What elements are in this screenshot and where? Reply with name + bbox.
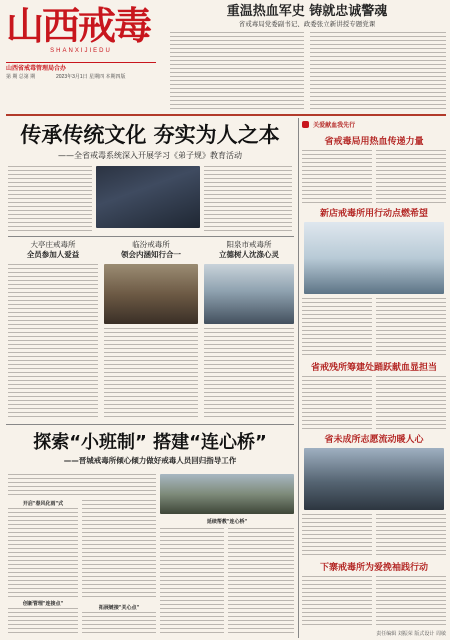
section2-place: 临汾戒毒所 <box>132 240 170 249</box>
quote3: 拓展链接"关心点" <box>98 605 140 611</box>
middle-col4 <box>228 528 294 636</box>
right-text2b <box>376 298 446 358</box>
divider <box>6 114 446 116</box>
middle-col2 <box>82 500 156 600</box>
right-text3b <box>376 376 446 430</box>
workshop-photo <box>104 264 198 324</box>
quote2: 创新管理"连接点" <box>22 601 64 607</box>
top-story-text-left <box>170 32 304 112</box>
feature-subtitle: ——全省戒毒系统深入开展学习《弟子规》教育活动 <box>58 151 242 160</box>
middle-intro <box>8 474 156 496</box>
middle-col3 <box>160 528 224 636</box>
right-head1: 省戒毒局用热血传递力量 <box>324 137 424 147</box>
office-photo <box>204 264 294 324</box>
right-text4b <box>376 514 446 558</box>
section3-text <box>204 328 294 418</box>
right-head5: 下寨戒毒所为爱挽袖践行动 <box>319 563 428 573</box>
publisher-line: 山西省戒毒管理局合办 <box>6 66 67 72</box>
top-story-subtitle: 省戒毒局党委副书记、政委张立新讲授专题党课 <box>238 20 376 28</box>
right-head2: 新店戒毒所用行动点燃希望 <box>319 209 428 219</box>
right-banner-text: 关爱献血我先行 <box>313 122 356 129</box>
section2-text <box>104 328 198 418</box>
right-head4: 省未成所志愿流动暖人心 <box>324 435 424 445</box>
section1-head <box>8 240 98 260</box>
middle-col1 <box>8 508 78 598</box>
section2-head <box>104 240 198 260</box>
middle-col1b <box>8 608 78 636</box>
top-story-text-right <box>310 32 446 112</box>
right-text5 <box>302 576 372 626</box>
section3-topic: 立德树人沈涤心灵 <box>219 250 279 259</box>
middle-subtitle: ——晋城戒毒所倾心倾力做好戒毒人员回归指导工作 <box>63 456 237 465</box>
section3-place: 阳泉市戒毒所 <box>226 240 272 249</box>
section3-head <box>204 240 294 260</box>
feature-intro-text <box>8 166 92 232</box>
section1-text <box>8 264 98 418</box>
right-head3: 省戒残所筹建处踊跃献血显担当 <box>310 363 437 373</box>
date-line: 2023年3月1日 星期四 本期四版 <box>56 74 126 80</box>
feature-title: 传承传统文化 夯实为人之本 <box>20 123 280 147</box>
right-text5b <box>376 576 446 626</box>
section1-topic: 全员参加人爱益 <box>26 250 80 259</box>
quote4: 延续帮教"连心桥" <box>206 519 248 525</box>
section2-topic: 领会内涵知行合一 <box>121 250 181 259</box>
right-text1b <box>376 150 446 204</box>
right-text3 <box>302 376 372 430</box>
heart-icon <box>302 121 309 128</box>
quote1: 开启"春风化雨"式 <box>22 501 64 507</box>
middle-col2b <box>82 612 156 636</box>
section1-place: 大亭庄戒毒所 <box>30 240 76 249</box>
right-text4 <box>302 514 372 558</box>
hospital-photo <box>304 222 444 294</box>
footer-credit: 责任编辑 刘振荣 版式设计 周敏 <box>376 631 446 637</box>
masthead <box>6 4 156 96</box>
middle-title: 探索“小班制” 搭建“连心桥” <box>33 432 267 453</box>
feature-intro-text-2 <box>204 166 292 232</box>
issue-line: 第 期 总第 期 <box>6 74 36 80</box>
right-text2 <box>302 298 372 358</box>
right-banner <box>302 120 446 129</box>
logo-pinyin: SHANXIJIEDU <box>50 48 112 54</box>
right-text1 <box>302 150 372 204</box>
newspaper-logo: 山西戒毒 <box>6 3 151 48</box>
top-story <box>168 4 446 29</box>
top-story-title: 重温热血军史 铸就忠诚警魂 <box>226 4 388 19</box>
police-photo <box>96 166 200 228</box>
vehicle-photo <box>304 448 444 510</box>
street-photo <box>160 474 294 514</box>
